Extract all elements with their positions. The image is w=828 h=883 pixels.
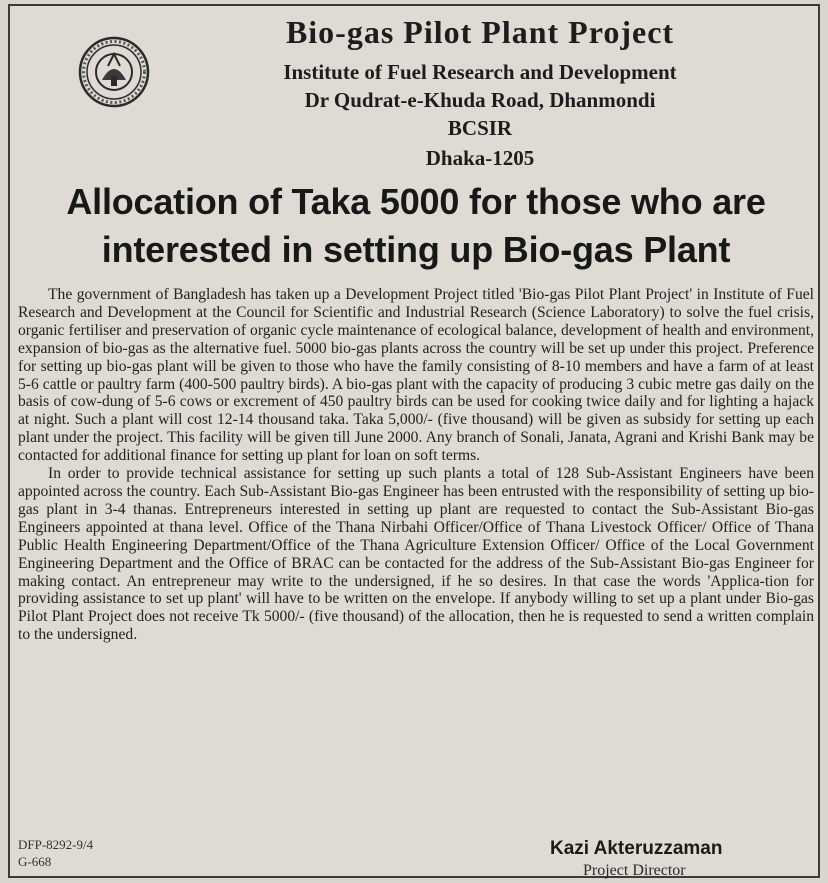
institute-name: Institute of Fuel Research and Development — [283, 60, 677, 84]
address-road: Dr Qudrat-e-Khuda Road, Dhanmondi — [304, 88, 656, 112]
signatory-name: Kazi Akteruzzaman — [550, 838, 723, 859]
reference-numbers — [18, 836, 93, 870]
headline-line-1: Allocation of Taka 5000 for those who are — [66, 181, 766, 222]
address-city: Dhaka-1205 — [425, 146, 535, 170]
body-paragraph-2: In order to provide technical assistance for setting up such plants a total of 128 Sub-Assistant Engineers have been appointed across the country. Each Sub-Assistant Bio-gas Engineer has been entrusted with the responsibility of setting up bio-gas plant in 3-4 thanas. Entrepreneurs interested in setting up plant are requested to contact the Sub-Assistant Bio-gas Engineers appointed at thana level. Office of the Thana Nirbahi Officer/Office of Thana Livestock Officer/ Office of Thana Public Health Engineering Department/Office of the Thana Agriculture Extension Officer/ Office of the Local Government Engineering Department and the Office of BRAC can be contacted for the address of the Sub-Assistant Bio-gas Engineer for making contact. An entrepreneur may write to the undersigned, if he so desires. In that case the words 'Applica-tion for providing assistance to set up plant' will have to be written on the envelope. If anybody willing to set up a plant under Bio-gas Pilot Plant Project does not receive Tk 5000/- (five thousand) of the allocation, then he is requested to send a written complain to the undersigned. — [18, 465, 814, 644]
project-title: Bio-gas Pilot Plant Project — [285, 14, 675, 50]
bcsir-seal-icon — [78, 36, 150, 108]
body-paragraph-1: The government of Bangladesh has taken up a Development Project titled 'Bio-gas Pilot Plant Project' in Institute of Fuel Research and Development at the Council for Scientific and Industrial Research (Science Laboratory) to solve the fuel crisis, organic fertiliser and preservation of organic cycle maintenance of ecological balance, development of health and environment, expansion of bio-gas as the alternative fuel. 5000 bio-gas plants across the country will be set up under this project. Preference for setting up bio-gas plant will be given to those who have the family consisting of 8-10 members and have a farm of at least 5-6 cattle or paultry farm (400-500 paultry birds). A bio-gas plant with the capacity of producing 3 cubic metre gas daily on the basis of cow-dung of 5-6 cows or excrement of 450 paultry birds can be used for cooking twice daily and for lighting a hajack at night. Such a plant will cost 12-14 thousand taka. Taka 5,000/- (five thousand) will be given as subsidy for setting up each plant under the project. This facility will be given till June 2000. Any branch of Sonali, Janata, Agrani and Krishi Bank may be contacted for additional finance for setting up plant for loan on soft terms. — [18, 286, 814, 465]
signatory-designation: Project Director — [583, 862, 686, 879]
organization-name: BCSIR — [447, 116, 513, 140]
headline — [22, 178, 810, 274]
advertisement-page — [8, 4, 820, 878]
reference-dfp: DFP-8292-9/4 — [18, 837, 94, 852]
headline-line-2: interested in setting up Bio-gas Plant — [101, 229, 731, 270]
body-text — [18, 286, 814, 644]
reference-g: G-668 — [18, 854, 52, 869]
